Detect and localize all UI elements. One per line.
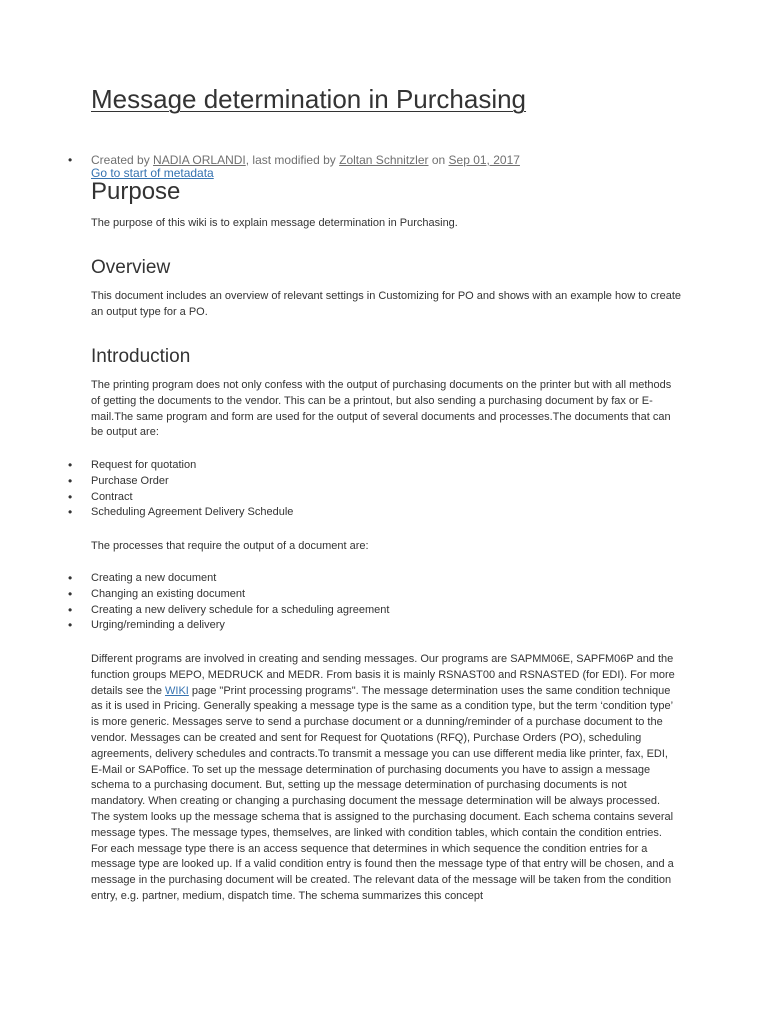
overview-text: This document includes an overview of relevant settings in Customizing for PO and shows with an example how to create an output type for a PO.	[91, 290, 682, 318]
documents-list	[68, 458, 294, 521]
list-item: • Creating a new delivery schedule for a scheduling agreement	[68, 602, 390, 617]
purpose-heading: Purpose	[91, 178, 181, 205]
list-item: • Contract	[68, 489, 133, 504]
bullet-icon: •	[68, 153, 73, 167]
list-item: • Scheduling Agreement Delivery Schedule	[68, 505, 294, 520]
list-item: • Purchase Order	[68, 473, 169, 488]
creator-link[interactable]: NADIA ORLANDI	[153, 153, 246, 167]
list-item: • Urging/reminding a delivery	[68, 618, 225, 633]
bullet-icon: •	[68, 571, 73, 585]
processes-list	[68, 571, 390, 634]
page-title: Message determination in Purchasing	[91, 84, 527, 114]
introduction-body: Different programs are involved in creating and sending messages. Our programs are SAPMM06E, SAPFM06P and the function groups MEPO, MEDRUCK and MEDR. From basis it is mainly RSNAST00 and RSNASTED (for EDI). For more details see the WIKI page "Print processing programs". The message determination uses the same condition technique as it is used in Pricing. Generally speaking a message type is the same as a condition type, but the term ‘condition type’ is more generic. Messages serve to send a purchase document or a dunning/reminder of a purchase document to the vendor. Messages can be created and sent for Request for Quotations (RFQ), Purchase Orders (PO), scheduling agreements, delivery schedules and contracts.To transmit a message you can use different media like printer, fax, EDI, E-Mail or SAPoffice. To set up the message determination of purchasing documents you have to assign a message schema to a purchasing document. But, setting up the message determination of purchasing documents is not mandatory. When creating or changing a purchasing document the message determination will be always processed. The system looks up the message schema that is assigned to the purchasing document. Each schema contains several message types. The message types, themselves, are linked with condition tables, which contain the condition entries. For each message type there is an access sequence that determines in which sequence the condition entries for a message type are looked up. If a valid condition entry is found then the message type of that entry will be chosen, and a message in the purchasing document will be created. The relevant data of the message will be taken from the condition entry, e.g. partner, medium, dispatch time. The schema summarizes this concept	[91, 653, 675, 902]
metadata-line	[68, 153, 520, 167]
purpose-text: The purpose of this wiki is to explain message determination in Purchasing.	[91, 217, 458, 229]
bullet-icon: •	[68, 505, 73, 520]
modified-by-label: , last modified by	[245, 153, 340, 167]
page-metadata	[68, 153, 520, 167]
bullet-icon: •	[68, 489, 73, 504]
created-by-label: Created by	[91, 153, 154, 167]
bullet-icon: •	[68, 618, 73, 633]
bullet-icon: •	[68, 586, 73, 601]
bullet-icon: •	[68, 602, 73, 617]
date-link[interactable]: Sep 01, 2017	[448, 153, 520, 167]
introduction-heading: Introduction	[91, 346, 191, 367]
list-item: • Changing an existing document	[68, 586, 246, 601]
introduction-text: The printing program does not only confess with the output of purchasing documents on the printer but with all methods of getting the documents to the vendor. This can be a printout, but also sending a purchasing document by fax or E-mail.The same program and form are used for the output of several documents and processes.The documents that can be output are:	[91, 379, 672, 439]
processes-intro: The processes that require the output of a document are:	[91, 540, 369, 552]
go-to-metadata-link[interactable]: Go to start of metadata	[91, 166, 214, 180]
overview-heading: Overview	[91, 257, 171, 278]
list-item: • Creating a new document	[68, 571, 217, 585]
bullet-icon: •	[68, 458, 73, 472]
bullet-icon: •	[68, 473, 73, 488]
wiki-link[interactable]: WIKI	[165, 684, 189, 697]
modifier-link[interactable]: Zoltan Schnitzler	[339, 153, 429, 167]
list-item: • Request for quotation	[68, 458, 197, 472]
on-label: on	[428, 153, 449, 167]
